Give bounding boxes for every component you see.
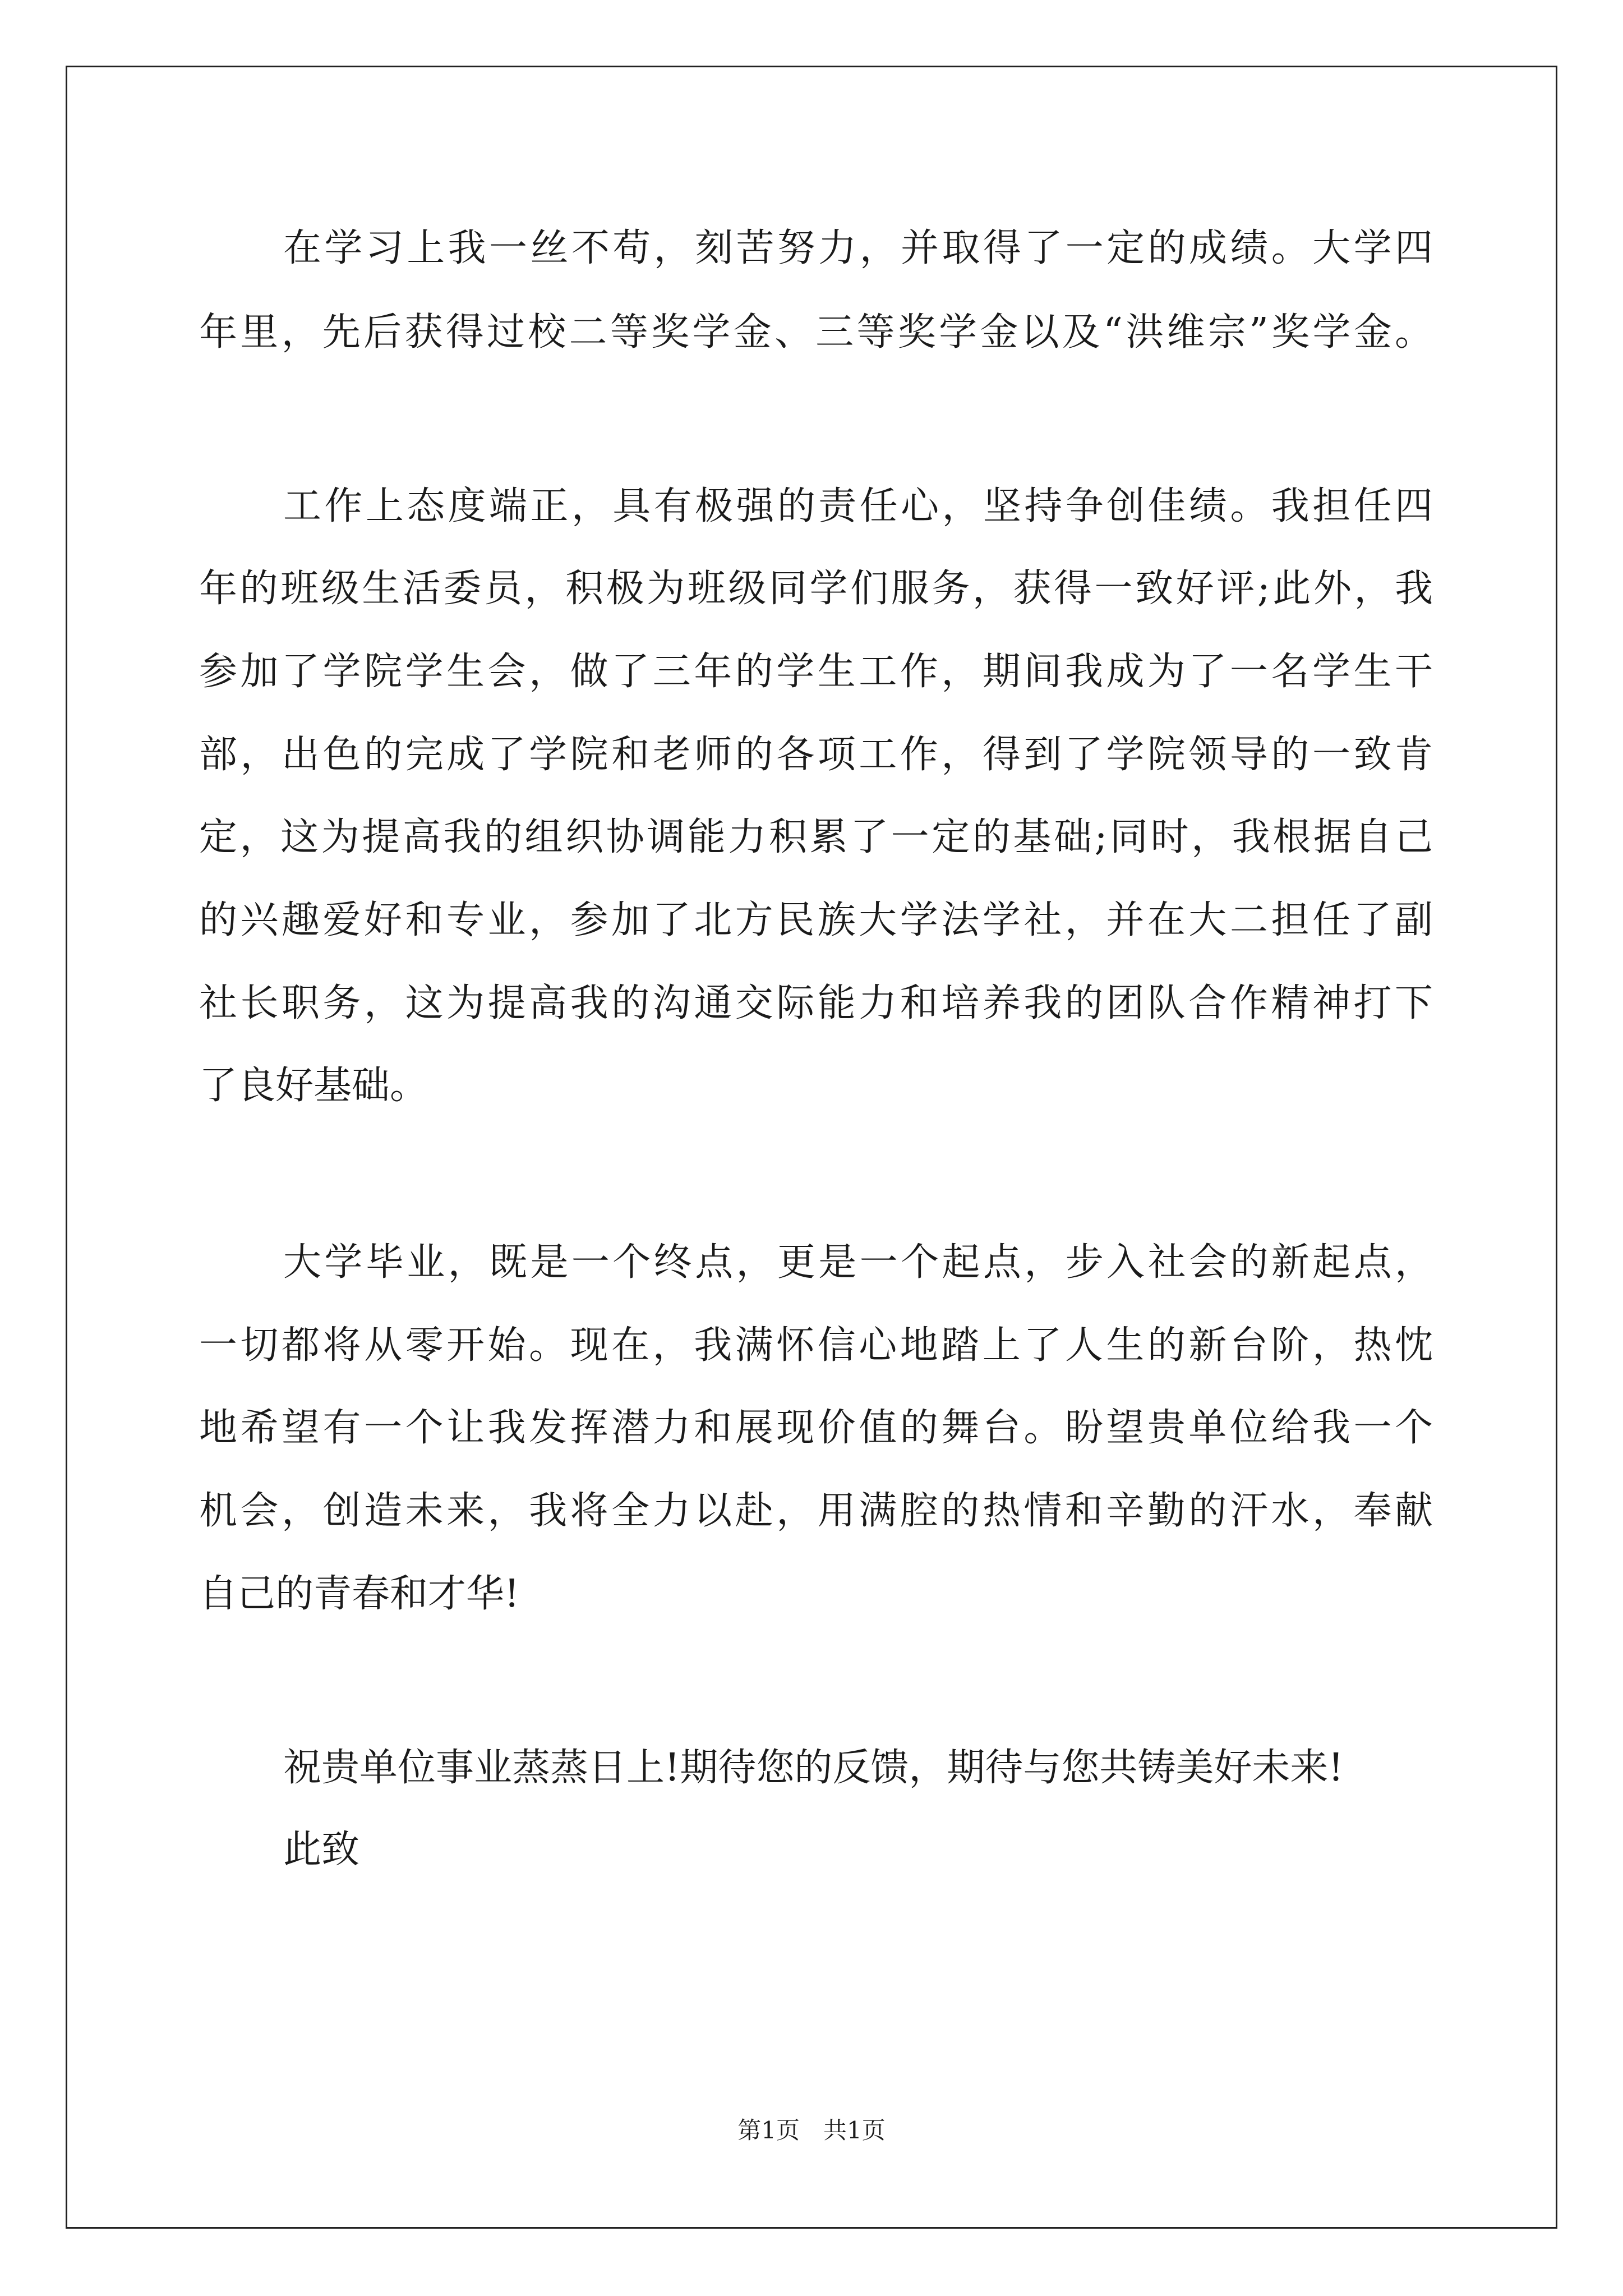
paragraph-2-line-1: 工作上态度端正，具有极强的责任心，坚持争创佳绩。我担任四 (283, 484, 1433, 528)
paragraph-2-line-8: 了良好基础。 (199, 1064, 428, 1108)
paragraph-2-line-3: 参加了学院学生会，做了三年的学生工作，期间我成为了一名学生干 (199, 650, 1433, 694)
paragraph-3-line-5: 自己的青春和才华! (199, 1572, 520, 1616)
paragraph-3-line-4: 机会，创造未来，我将全力以赴，用满腔的热情和辛勤的汗水，奉献 (199, 1489, 1433, 1533)
closing-wish: 祝贵单位事业蒸蒸日上!期待您的反馈，期待与您共铸美好未来! (283, 1746, 1344, 1790)
paragraph-2-line-7: 社长职务，这为提高我的沟通交际能力和培养我的团队合作精神打下 (199, 981, 1433, 1025)
closing-salutation: 此致 (283, 1828, 360, 1872)
paragraph-3-line-2: 一切都将从零开始。现在，我满怀信心地踏上了人生的新台阶，热忱 (199, 1323, 1433, 1368)
paragraph-2-line-2: 年的班级生活委员，积极为班级同学们服务，获得一致好评;此外，我 (199, 567, 1433, 611)
paragraph-2-line-6: 的兴趣爱好和专业，参加了北方民族大学法学社，并在大二担任了副 (199, 898, 1433, 942)
paragraph-3-line-1: 大学毕业，既是一个终点，更是一个起点，步入社会的新起点， (283, 1240, 1433, 1285)
paragraph-1-line-2: 年里，先后获得过校二等奖学金、三等奖学金以及“洪维宗”奖学金。 (199, 310, 1433, 355)
paragraph-2-line-4: 部，出色的完成了学院和老师的各项工作，得到了学院领导的一致肯 (199, 733, 1433, 777)
paragraph-3-line-3: 地希望有一个让我发挥潜力和展现价值的舞台。盼望贵单位给我一个 (199, 1406, 1433, 1450)
page-number-footer: 第1页 共1页 (737, 2116, 886, 2144)
paragraph-2-line-5: 定，这为提高我的组织协调能力积累了一定的基础;同时，我根据自己 (199, 815, 1433, 859)
page-border (66, 66, 1557, 2229)
paragraph-1-line-1: 在学习上我一丝不苟，刻苦努力，并取得了一定的成绩。大学四 (283, 226, 1433, 270)
